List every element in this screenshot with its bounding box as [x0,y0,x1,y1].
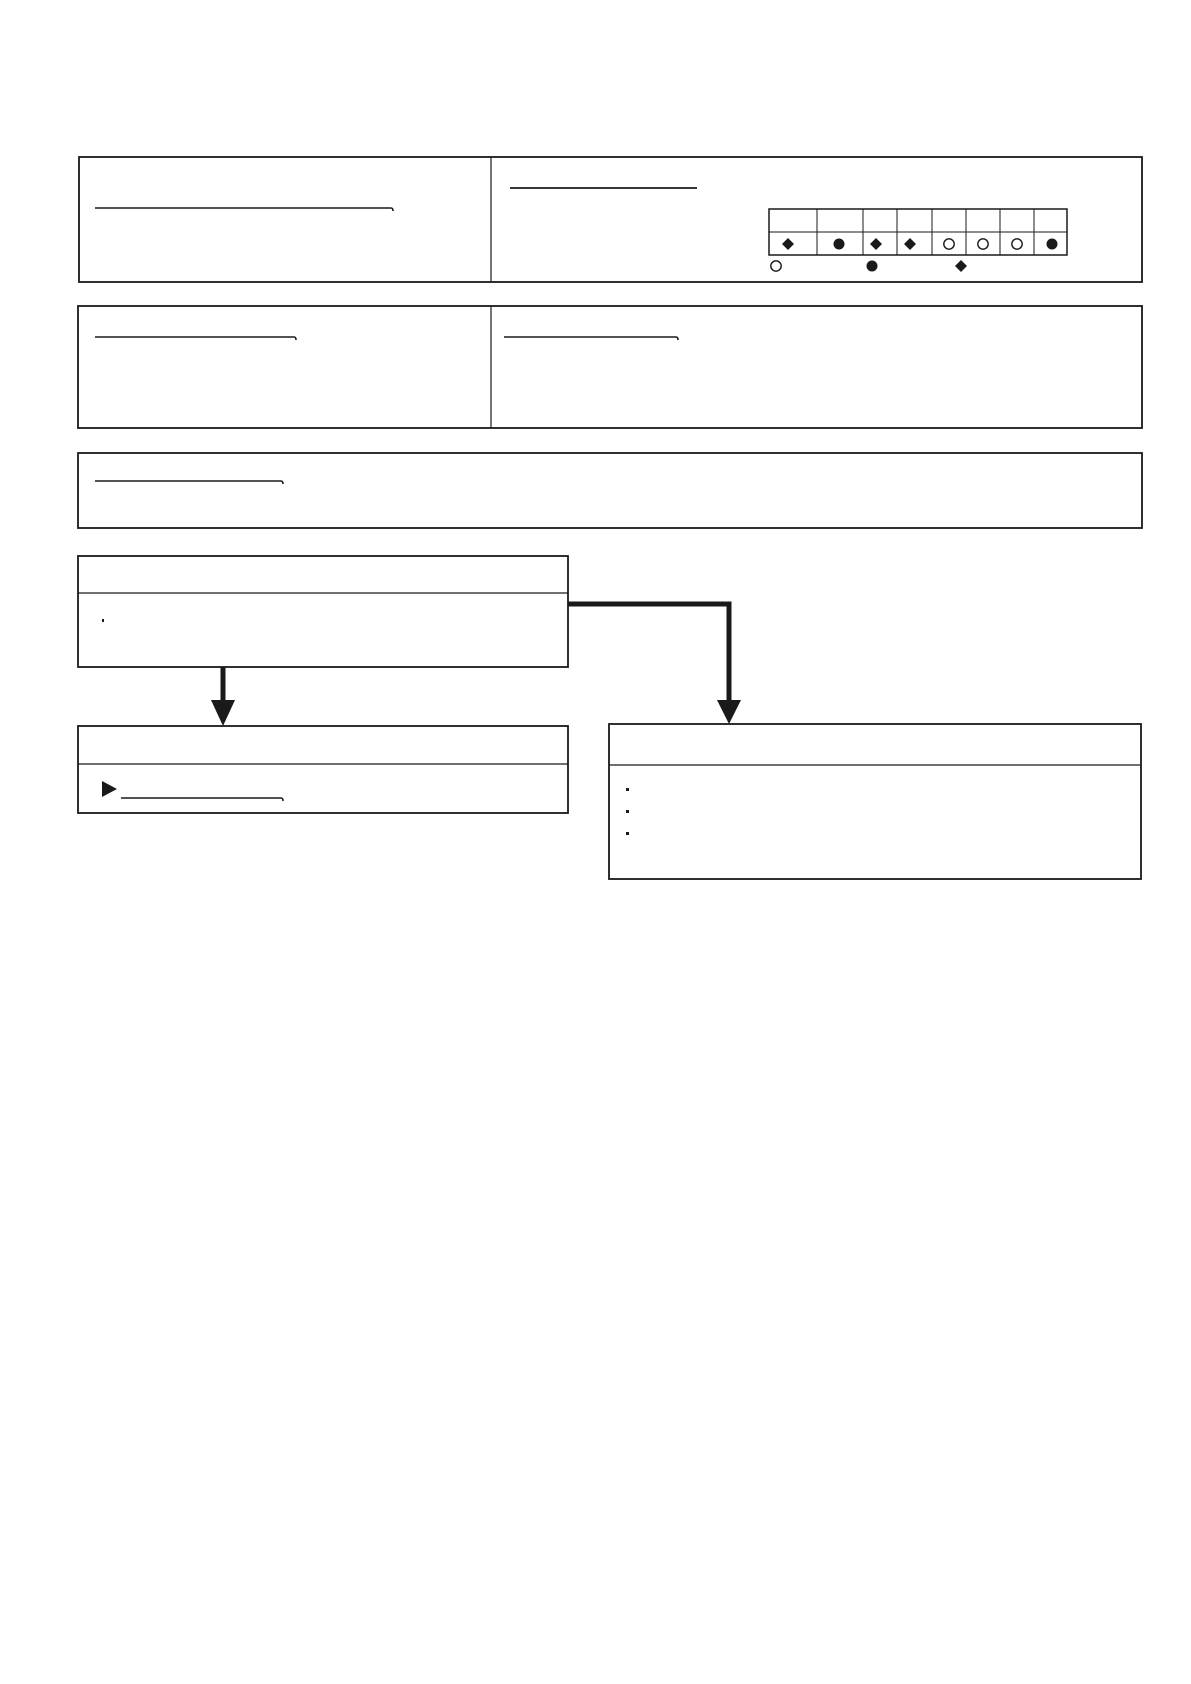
panel-wide-frame [78,453,1142,528]
symbol-table-cell-circle-open-icon [1012,239,1022,249]
bullet-dot-icon [626,788,629,791]
symbol-table-cell-circle-filled-icon [1047,239,1058,250]
connector-right-line [568,604,729,702]
panel-middle [78,306,1142,428]
panel-wide-heading-rule [95,481,283,484]
symbol-table-cell-diamond-icon [870,238,882,250]
play-triangle-icon [102,781,117,797]
flow-right-frame [609,724,1141,879]
legend [771,260,967,272]
flow-right-bullets [626,788,629,835]
panel-wide [78,453,1142,528]
connector-down-arrowhead [211,700,235,726]
flow-source-box [78,556,568,667]
bullet-dot-icon [626,832,629,835]
panel-middle-frame [78,306,1142,428]
bullet-dot-icon [102,619,104,622]
symbol-table-cell-diamond-icon [782,238,794,250]
legend-circle-open-icon [771,261,781,271]
symbol-table-cell-circle-open-icon [978,239,988,249]
panel-middle-left-heading-rule [95,337,296,340]
panel-top [79,157,1142,282]
panel-middle-right-heading-rule [504,337,678,340]
flow-source-frame [78,556,568,667]
flow-source-bullets [102,619,104,622]
panel-top-left-heading-rule [95,208,393,211]
connector-right-arrowhead [717,700,741,724]
panel-top-frame [79,157,1142,282]
symbol-table-cell-circle-filled-icon [834,239,845,250]
flow-left-item-rule [121,798,283,801]
symbol-table [769,209,1067,255]
bullet-dot-icon [626,810,629,813]
symbol-table-cell-circle-open-icon [944,239,954,249]
legend-diamond-icon [955,260,967,272]
symbol-table-cell-diamond-icon [904,238,916,250]
flow-left-box [78,726,568,813]
flow-right-box [609,724,1141,879]
connector-down [211,667,235,726]
flow-left-frame [78,726,568,813]
legend-circle-filled-icon [867,261,878,272]
connector-right [568,604,741,724]
